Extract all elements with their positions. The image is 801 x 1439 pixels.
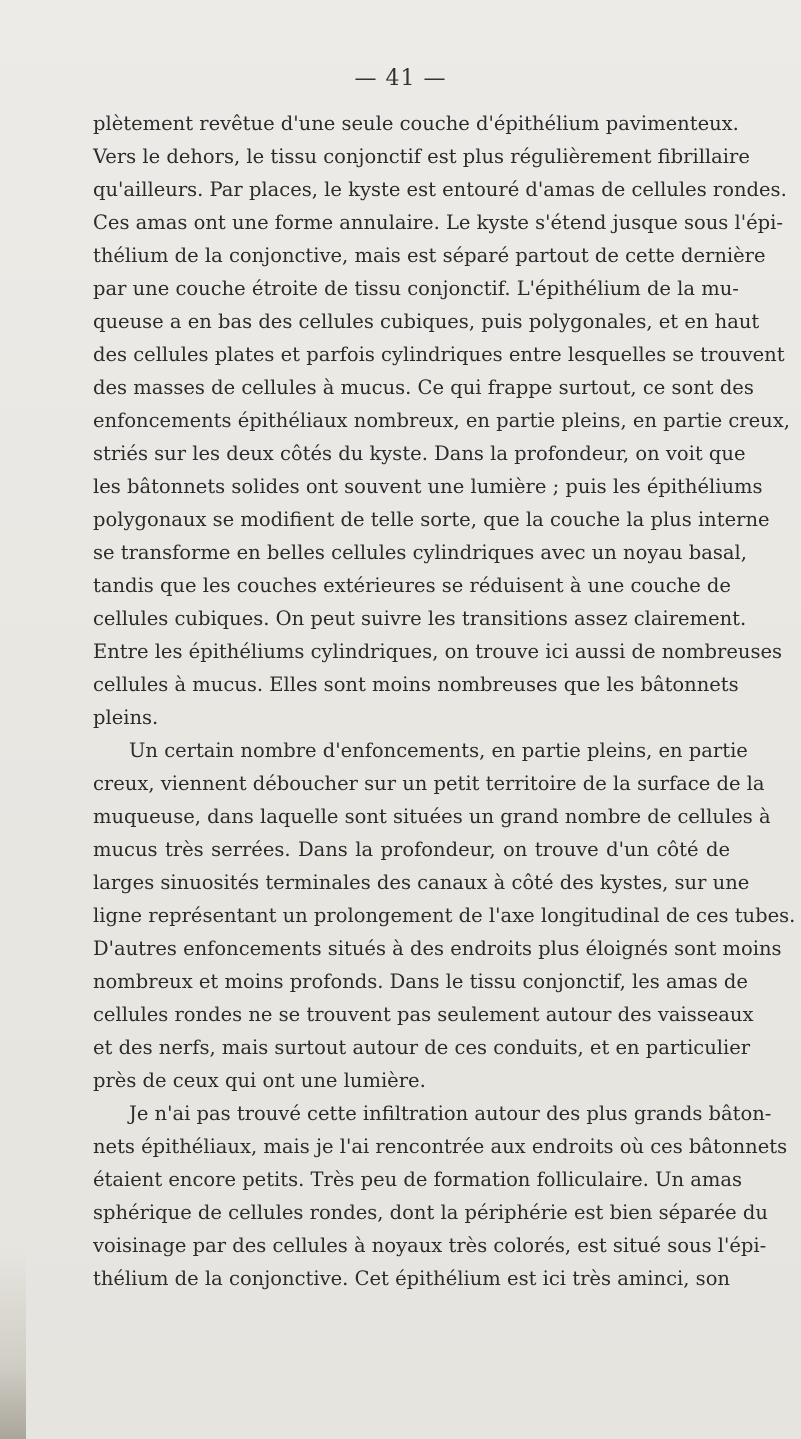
text-line: larges sinuosités terminales des canaux à côté des kystes, sur une	[93, 871, 750, 894]
text-line: plètement revêtue d'une seule couche d'épithélium pavimenteux.	[93, 112, 739, 135]
text-line: cellules cubiques. On peut suivre les transitions assez clairement.	[93, 607, 747, 630]
text-line: thélium de la conjonctive, mais est séparé partout de cette dernière	[93, 244, 766, 267]
text-line: Entre les épithéliums cylindriques, on trouve ici aussi de nombreuses	[93, 640, 782, 663]
text-line: polygonaux se modifient de telle sorte, que la couche la plus interne	[93, 508, 770, 531]
text-line: D'autres enfoncements situés à des endroits plus éloignés sont moins	[93, 937, 782, 960]
text-line: tandis que les couches extérieures se réduisent à une couche de	[93, 574, 731, 597]
text-line: Je n'ai pas trouvé cette infiltration autour des plus grands bâton-	[129, 1102, 772, 1125]
text-line: des masses de cellules à mucus. Ce qui frappe surtout, ce sont des	[93, 376, 754, 399]
page-corner-shadow	[0, 1250, 26, 1439]
text-line: creux, viennent déboucher sur un petit territoire de la surface de la	[93, 772, 765, 795]
text-line: étaient encore petits. Très peu de formation folliculaire. Un amas	[93, 1168, 743, 1191]
text-line: striés sur les deux côtés du kyste. Dans la profondeur, on voit que	[93, 442, 746, 465]
text-line: nets épithéliaux, mais je l'ai rencontrée aux endroits où ces bâtonnets	[93, 1135, 788, 1158]
text-line: par une couche étroite de tissu conjonctif. L'épithélium de la mu-	[93, 277, 739, 300]
text-line: cellules rondes ne se trouvent pas seulement autour des vaisseaux	[93, 1003, 754, 1026]
text-line: et des nerfs, mais surtout autour de ces conduits, et en particulier	[93, 1036, 751, 1059]
text-line: ligne représentant un prolongement de l'axe longitudinal de ces tubes.	[93, 904, 796, 927]
text-line: se transforme en belles cellules cylindriques avec un noyau basal,	[93, 541, 747, 564]
text-line: voisinage par des cellules à noyaux très colorés, est situé sous l'épi-	[93, 1234, 767, 1257]
text-line: les bâtonnets solides ont souvent une lumière ; puis les épithéliums	[93, 475, 763, 498]
text-line: mucus très serrées. Dans la profondeur, on trouve d'un côté de	[93, 838, 730, 861]
text-line: sphérique de cellules rondes, dont la périphérie est bien séparée du	[93, 1201, 768, 1224]
text-line: près de ceux qui ont une lumière.	[93, 1069, 426, 1092]
text-line: nombreux et moins profonds. Dans le tissu conjonctif, les amas de	[93, 970, 748, 993]
text-line: des cellules plates et parfois cylindriques entre lesquelles se trouvent	[93, 343, 785, 366]
text-line: Ces amas ont une forme annulaire. Le kyste s'étend jusque sous l'épi-	[93, 211, 783, 234]
text-line: thélium de la conjonctive. Cet épithélium est ici très aminci, son	[93, 1267, 730, 1290]
text-line: enfoncements épithéliaux nombreux, en partie pleins, en partie creux,	[93, 409, 790, 432]
text-line: muqueuse, dans laquelle sont situées un grand nombre de cellules à	[93, 805, 771, 828]
text-line: pleins.	[93, 706, 159, 729]
text-line: Un certain nombre d'enfoncements, en partie pleins, en partie	[129, 739, 748, 762]
page-number: — 41 —	[354, 66, 447, 91]
text-line: qu'ailleurs. Par places, le kyste est entouré d'amas de cellules rondes.	[93, 178, 787, 201]
text-line: cellules à mucus. Elles sont moins nombreuses que les bâtonnets	[93, 673, 739, 696]
text-line: queuse a en bas des cellules cubiques, puis polygonales, et en haut	[93, 310, 760, 333]
text-line: Vers le dehors, le tissu conjonctif est plus régulièrement fibrillaire	[93, 145, 750, 168]
